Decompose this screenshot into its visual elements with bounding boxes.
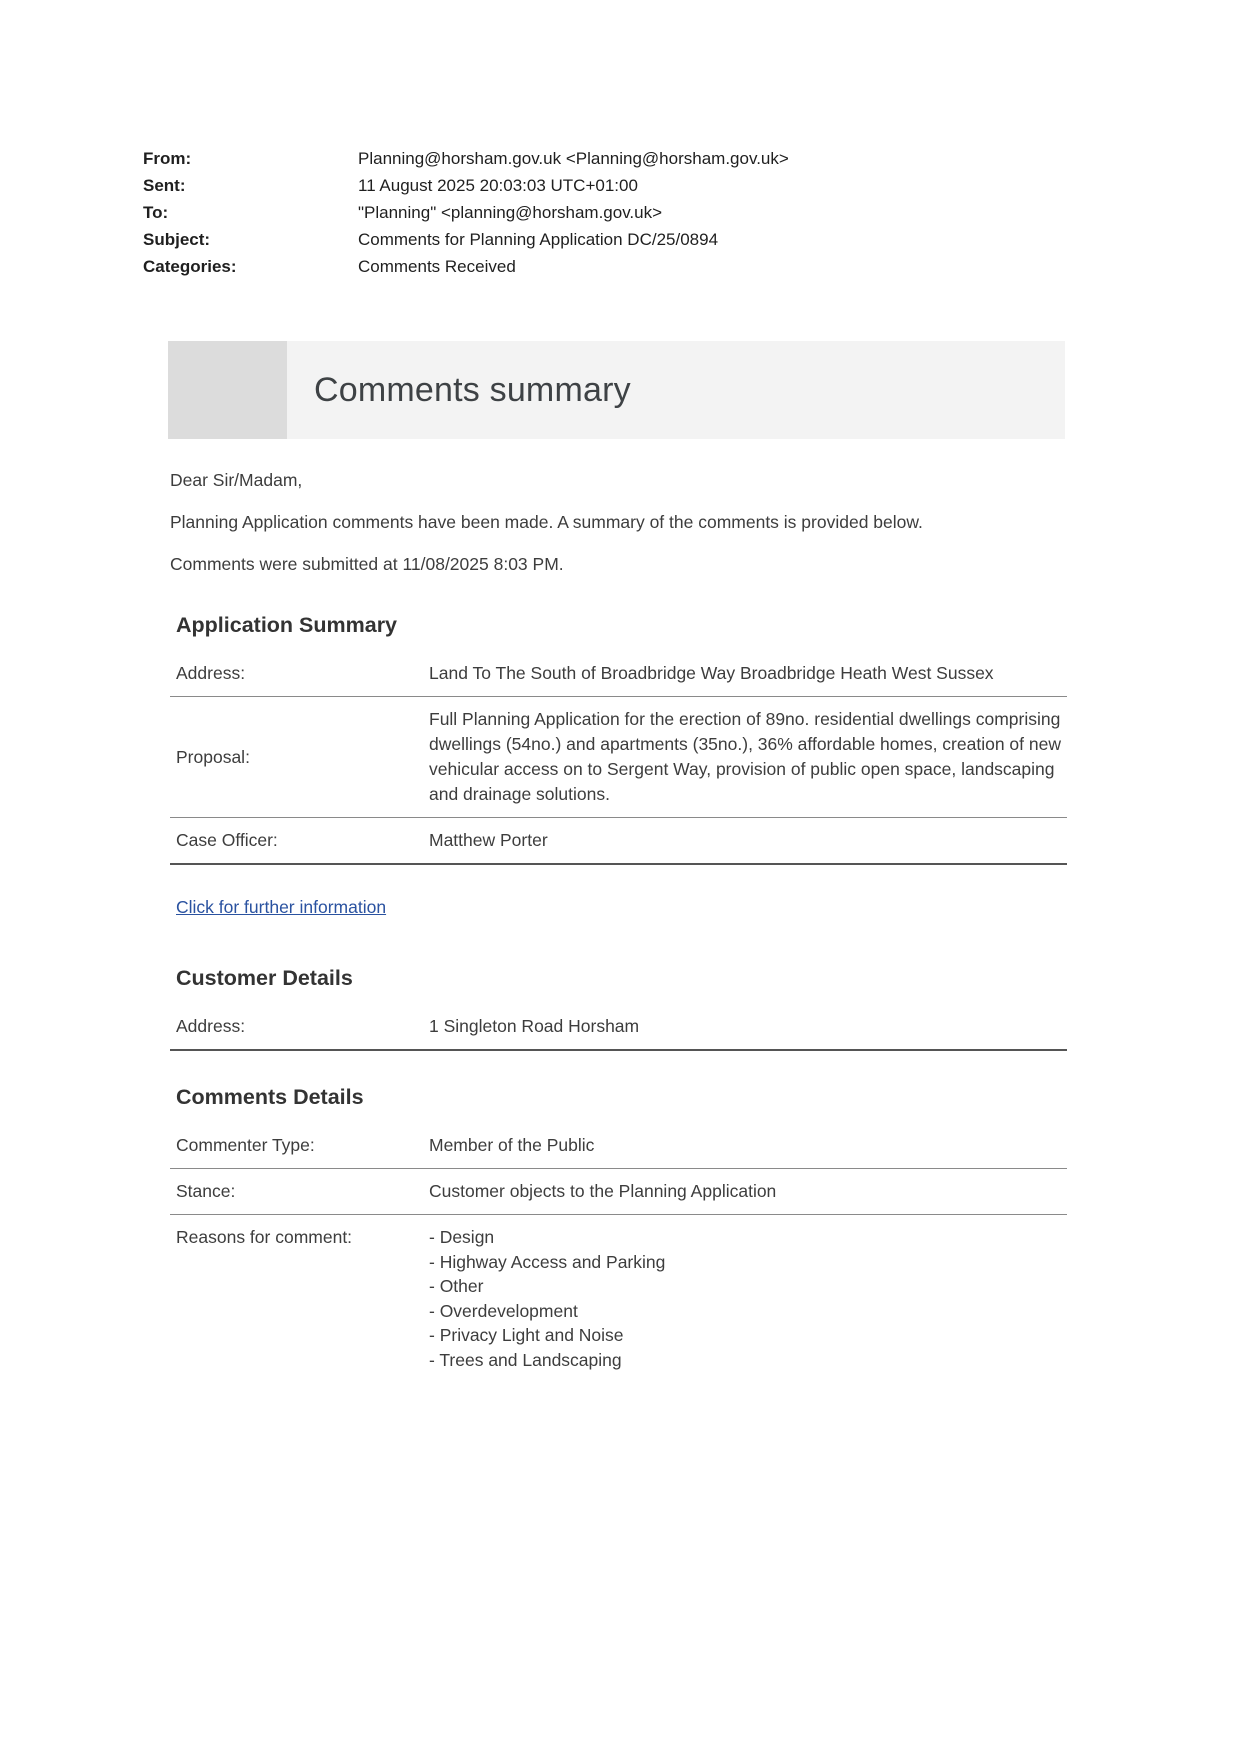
customer-address-value: 1 Singleton Road Horsham	[429, 1016, 640, 1036]
email-header-row-to	[143, 199, 1236, 226]
categories-value: Comments Received	[358, 257, 516, 276]
from-label: From:	[143, 149, 192, 168]
email-header-row-categories	[143, 253, 1236, 280]
commenter-type-label: Commenter Type:	[176, 1135, 315, 1155]
commenter-type-row	[170, 1123, 1067, 1169]
case-officer-label: Case Officer:	[176, 830, 278, 850]
case-officer-row	[170, 818, 1067, 865]
sent-label: Sent:	[143, 176, 186, 195]
email-document	[0, 145, 1236, 1745]
subject-value: Comments for Planning Application DC/25/0894	[358, 230, 719, 249]
comments-summary-banner	[168, 341, 1065, 439]
to-label: To:	[143, 203, 169, 222]
reason-item: - Trees and Landscaping	[429, 1349, 622, 1370]
sent-value: 11 August 2025 20:03:03 UTC+01:00	[358, 176, 638, 195]
reasons-row	[170, 1215, 1067, 1382]
application-summary-heading: Application Summary	[176, 613, 398, 637]
categories-label: Categories:	[143, 257, 237, 276]
reasons-label: Reasons for comment:	[176, 1227, 353, 1247]
email-header-row-from	[143, 145, 1236, 172]
customer-details-table	[170, 1004, 1067, 1051]
proposal-row	[170, 697, 1067, 818]
comments-details-table	[170, 1123, 1067, 1382]
address-label: Address:	[176, 663, 246, 683]
email-header-row-subject	[143, 226, 1236, 253]
from-value: Planning@horsham.gov.uk <Planning@horsham.gov.uk>	[358, 149, 789, 168]
reasons-list	[429, 1225, 1067, 1372]
email-header-row-sent	[143, 172, 1236, 199]
stance-value: Customer objects to the Planning Application	[429, 1181, 777, 1201]
customer-details-heading: Customer Details	[176, 966, 353, 990]
email-body	[170, 468, 1067, 1382]
comments-details-heading: Comments Details	[176, 1085, 364, 1109]
page-title: Comments summary	[314, 370, 631, 409]
address-value: Land To The South of Broadbridge Way Broadbridge Heath West Sussex	[429, 663, 994, 683]
reason-item: - Highway Access and Parking	[429, 1251, 666, 1272]
to-value: "Planning" <planning@horsham.gov.uk>	[358, 203, 663, 222]
subject-label: Subject:	[143, 230, 211, 249]
customer-address-row	[170, 1004, 1067, 1051]
proposal-label: Proposal:	[176, 746, 250, 767]
stance-label: Stance:	[176, 1181, 236, 1201]
email-header	[143, 145, 1236, 280]
application-summary-table	[170, 651, 1067, 865]
address-row	[170, 651, 1067, 697]
proposal-value: Full Planning Application for the erection of 89no. residential dwellings comprising dwellings (54no.) and apartments (35no.), 36% affordable homes, creation of new vehicular access on to Sergent Way, provision of public open space, landscaping and drainage solutions.	[429, 709, 1061, 804]
reason-item: - Design	[429, 1227, 495, 1247]
intro-paragraph: Planning Application comments have been made. A summary of the comments is provided below.	[170, 512, 923, 532]
submitted-timestamp: Comments were submitted at 11/08/2025 8:03 PM.	[170, 554, 564, 574]
reason-item: - Overdevelopment	[429, 1300, 578, 1321]
logo-placeholder	[168, 341, 287, 439]
further-information-link[interactable]: Click for further information	[176, 897, 387, 917]
reason-item: - Privacy Light and Noise	[429, 1325, 624, 1345]
commenter-type-value: Member of the Public	[429, 1135, 595, 1155]
reason-item: - Other	[429, 1276, 484, 1296]
stance-row	[170, 1169, 1067, 1215]
customer-address-label: Address:	[176, 1016, 246, 1036]
case-officer-value: Matthew Porter	[429, 830, 548, 850]
greeting: Dear Sir/Madam,	[170, 470, 303, 490]
